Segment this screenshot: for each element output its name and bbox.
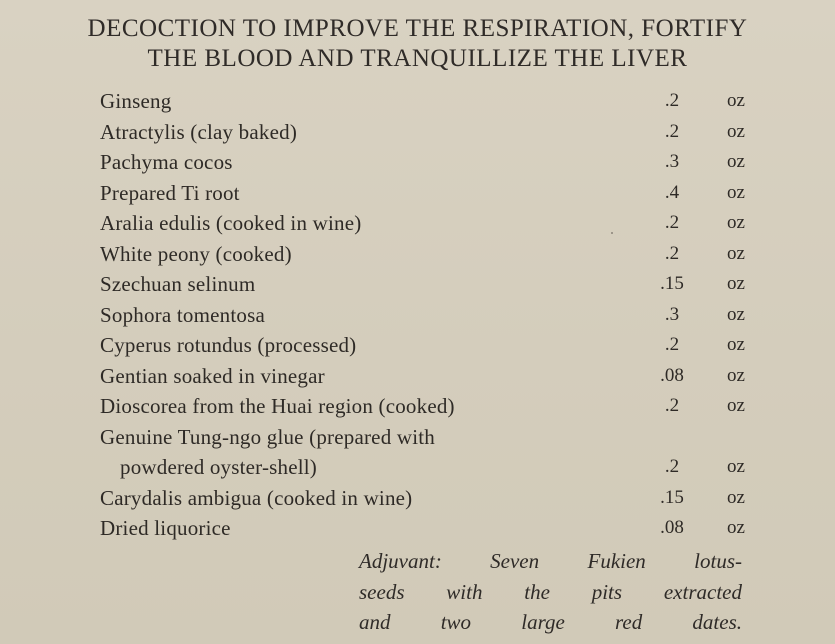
ingredient-name: Atractylis (clay baked) — [100, 119, 298, 144]
ingredient-unit: oz — [727, 273, 745, 294]
ingredient-quantity: .3 — [664, 303, 680, 325]
title-line-1: DECOCTION TO IMPROVE THE RESPIRATION, FORTIFY — [87, 15, 748, 42]
adjuvant-line-1: Adjuvant: Seven Fukien lotus- — [359, 549, 742, 573]
ingredient-name-line-2: powdered oyster-shell) — [120, 454, 317, 479]
ingredient-row — [0, 391, 835, 422]
ingredient-unit: oz — [727, 486, 745, 508]
ingredient-quantity: .2 — [664, 120, 680, 142]
ingredient-row — [0, 361, 835, 392]
ingredient-unit: oz — [727, 242, 745, 264]
ingredient-quantity: .2 — [664, 395, 680, 416]
ingredient-name: Gentian soaked in vinegar — [100, 363, 325, 388]
ingredient-name: Cyperus rotundus (processed) — [100, 333, 357, 357]
ingredient-quantity: .08 — [660, 517, 684, 538]
ingredient-name: Prepared Ti root — [100, 180, 240, 205]
paper-speck — [611, 232, 613, 234]
ingredient-quantity: .2 — [664, 334, 680, 355]
ingredient-row — [0, 178, 835, 209]
ingredient-row — [0, 422, 835, 483]
ingredient-name — [100, 422, 435, 482]
ingredient-name: White peony (cooked) — [100, 241, 292, 266]
ingredient-name-line-1: Genuine Tung-ngo glue (prepared with — [100, 424, 435, 449]
ingredient-name: Aralia edulis (cooked in wine) — [100, 211, 362, 235]
ingredient-name: Szechuan selinum — [100, 272, 256, 296]
ingredient-name: Sophora tomentosa — [100, 302, 265, 327]
ingredient-row — [0, 483, 835, 514]
ingredient-quantity: .08 — [660, 364, 684, 386]
ingredient-row — [0, 330, 835, 361]
adjuvant-line-3: and two large red dates. — [359, 610, 742, 634]
ingredient-row — [0, 300, 835, 331]
ingredient-unit: oz — [727, 364, 745, 386]
ingredient-quantity: .2 — [664, 212, 680, 233]
ingredient-list — [0, 86, 835, 544]
ingredient-row — [0, 239, 835, 270]
ingredient-quantity: .15 — [660, 273, 684, 294]
ingredient-quantity: .3 — [664, 151, 680, 172]
ingredient-unit: oz — [727, 120, 745, 142]
recipe-title — [0, 14, 835, 74]
ingredient-row — [0, 208, 835, 239]
ingredient-quantity: .4 — [664, 181, 680, 203]
adjuvant-note — [359, 546, 742, 638]
ingredient-row — [0, 117, 835, 148]
ingredient-name: Pachyma cocos — [100, 150, 233, 174]
ingredient-name: Carydalis ambigua (cooked in wine) — [100, 485, 413, 510]
ingredient-unit: oz — [727, 303, 745, 325]
ingredient-row — [0, 86, 835, 117]
title-line-2: THE BLOOD AND TRANQUILLIZE THE LIVER — [147, 45, 688, 72]
ingredient-name: Ginseng — [100, 89, 172, 113]
ingredient-unit: oz — [727, 181, 745, 203]
adjuvant-line-2: seeds with the pits extracted — [359, 579, 742, 604]
ingredient-unit: oz — [727, 151, 745, 172]
ingredient-row — [0, 147, 835, 178]
ingredient-name: Dioscorea from the Huai region (cooked) — [100, 394, 455, 418]
ingredient-quantity: .2 — [664, 90, 680, 111]
ingredient-quantity: .2 — [664, 456, 680, 477]
ingredient-row — [0, 269, 835, 300]
ingredient-unit: oz — [727, 517, 745, 538]
ingredient-row — [0, 513, 835, 544]
ingredient-name: Dried liquorice — [100, 516, 231, 540]
ingredient-unit: oz — [727, 456, 745, 477]
ingredient-unit: oz — [727, 334, 745, 355]
ingredient-unit: oz — [727, 212, 745, 233]
ingredient-quantity: .15 — [660, 486, 684, 508]
ingredient-quantity: .2 — [664, 242, 680, 264]
ingredient-unit: oz — [727, 90, 745, 111]
ingredient-unit: oz — [727, 395, 745, 416]
